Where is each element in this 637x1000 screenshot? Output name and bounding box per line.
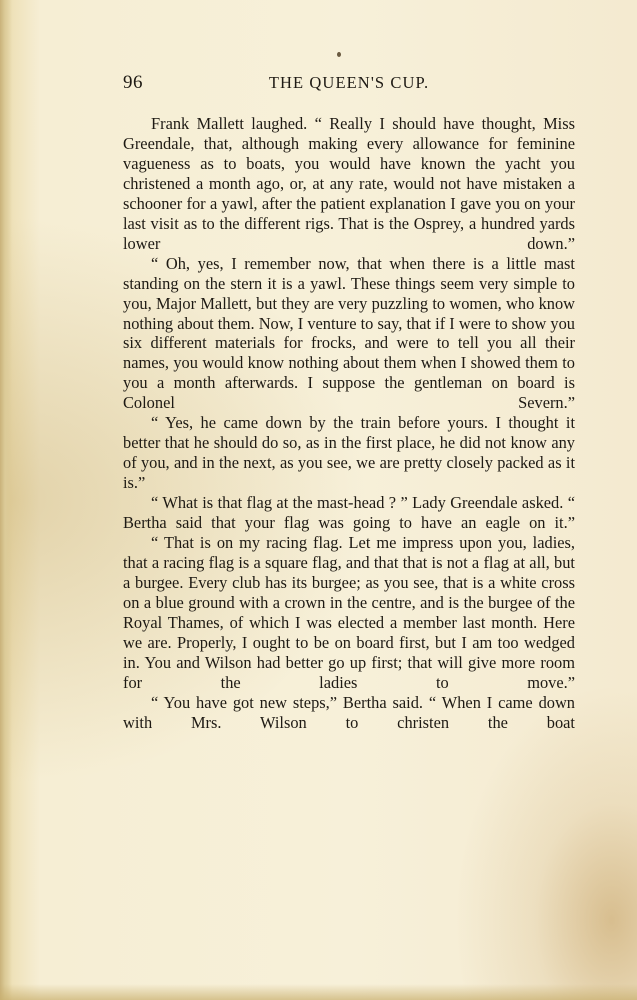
paragraph-4: “ What is that flag at the mast-head ? ” Lady Greendale asked. “ Bertha said that your flag was going to have an eagle on it.” (123, 493, 575, 533)
paragraph-2: “ Oh, yes, I remember now, that when there is a little mast standing on the stern it is a yawl. These things seem very simple to you, Major Mallett, but they are very puzzling to women, who know nothing about them. Now, I venture to say, that if I were to show you six different materials for frocks, and were to tell you all their names, you would know nothing about them when I showed them to you a month afterwards. I suppose the gentleman on board is Colonel Severn.” (123, 253, 575, 413)
paragraph-1: Frank Mallett laughed. “ Really I should have thought, Miss Greendale, that, although making every allowance for feminine vagueness as to boats, you would have known the yacht you christened a month ago, or, at any rate, would not have mistaken a schooner for a yawl, after the patient explanation I gave you on your last visit as to the different rigs. That is the Osprey, a hundred yards lower down.” (123, 114, 575, 253)
paragraph-5: “ That is on my racing flag. Let me impress upon you, ladies, that a racing flag is a square flag, and that that is not a flag at all, but a burgee. Every club has its burgee; as you see, that is a white cross on a blue ground with a crown in the centre, and is the burgee of the Royal Thames, of which I was elected a member last month. Here we are. Properly, I ought to be on board first, but I am too wedged in. You and Wilson had better go up first; that will give more room for the ladies to move.” (123, 533, 575, 692)
running-title: THE QUEEN'S CUP. (268, 73, 430, 92)
running-header (123, 72, 575, 98)
ink-speck (337, 52, 341, 57)
page-gutter-shadow (0, 0, 12, 1000)
paragraph-3: “ Yes, he came down by the train before yours. I thought it better that he should do so, as in the first place, he did not know any of you, and in the next, as you see, we are pretty closely packed as it is.” (123, 413, 575, 493)
body-text (123, 114, 575, 733)
paragraph-6: “ You have got new steps,” Bertha said. “ When I came down with Mrs. Wilson to christen the boat (123, 692, 575, 732)
page-number: 96 (123, 72, 143, 93)
page-bottom-edge (0, 984, 637, 1000)
